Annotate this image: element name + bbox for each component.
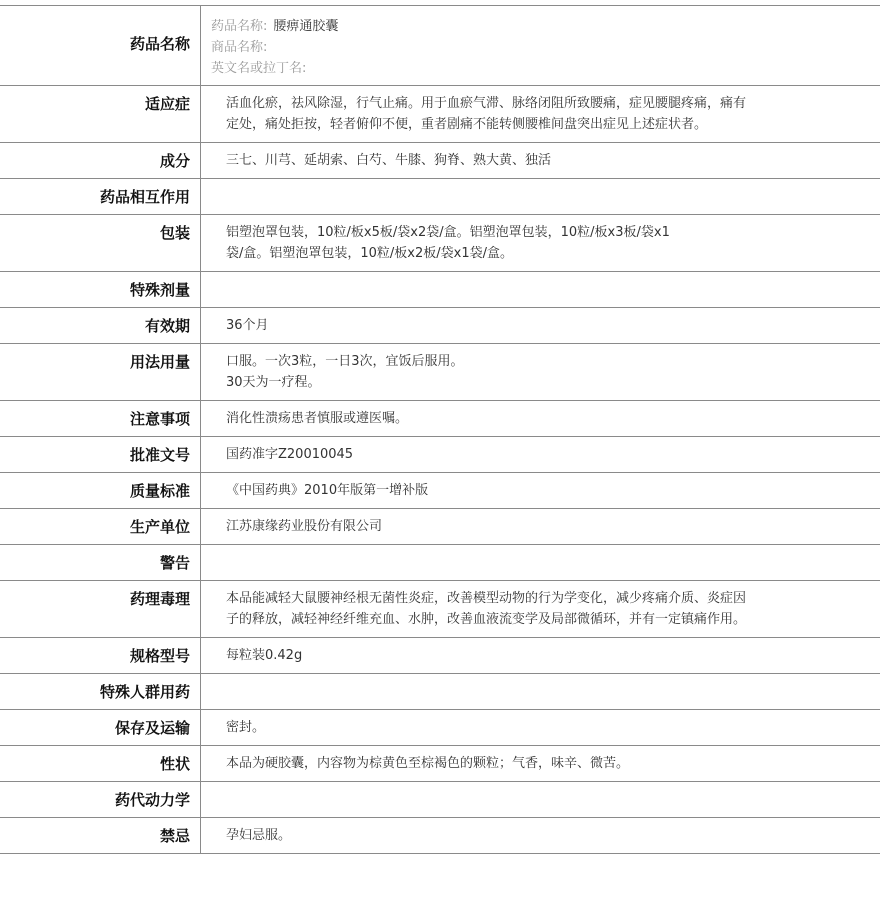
row-label: 规格型号 (0, 638, 201, 673)
row-value-line: 定处，痛处拒按，轻者俯仰不便，重者剧痛不能转侧腰椎间盘突出症见上述症状者。 (226, 117, 708, 132)
row-value (201, 437, 880, 472)
row-label: 保存及运输 (0, 710, 201, 745)
table-row (0, 271, 880, 307)
row-value-line (226, 279, 790, 300)
row-value-line: 国药准字Z20010045 (226, 447, 354, 462)
row-value-line (226, 186, 790, 207)
table-row (0, 400, 880, 436)
row-value (201, 746, 880, 781)
row-value (201, 344, 880, 400)
row-value (201, 782, 880, 817)
row-value-line (226, 681, 790, 702)
table-row (0, 436, 880, 472)
table-row (0, 343, 880, 400)
row-value-line: 本品为硬胶囊，内容物为棕黄色至棕褐色的颗粒；气香，味辛、微苦。 (226, 756, 630, 771)
row-value (201, 638, 880, 673)
table-row (0, 508, 880, 544)
row-label-drug-name: 药品名称 (0, 6, 201, 85)
row-value (201, 473, 880, 508)
row-label: 批准文号 (0, 437, 201, 472)
row-value-line: 本品能减轻大鼠腰神经根无菌性炎症，改善模型动物的行为学变化，减少疼痛介质、炎症因 (226, 591, 747, 606)
row-drug-name (0, 5, 880, 85)
table-row (0, 214, 880, 271)
table-row (0, 307, 880, 343)
row-label: 药理毒理 (0, 581, 201, 637)
table-row (0, 142, 880, 178)
row-value-line (226, 789, 790, 810)
table-row (0, 745, 880, 781)
row-value-line: 铝塑泡罩包装，10粒/板x5板/袋x2袋/盒。铝塑泡罩包装，10粒/板x3板/袋x1 (226, 225, 670, 240)
row-value (201, 86, 880, 142)
row-value (201, 674, 880, 709)
row-value-line: 每粒装0.42g (226, 648, 303, 663)
row-value-line (226, 552, 790, 573)
row-label: 性状 (0, 746, 201, 781)
row-value (201, 545, 880, 580)
row-label: 特殊剂量 (0, 272, 201, 307)
row-label: 有效期 (0, 308, 201, 343)
row-value (201, 710, 880, 745)
row-value (201, 215, 880, 271)
row-label: 质量标准 (0, 473, 201, 508)
row-value (201, 509, 880, 544)
generic-name-value: 腰痹通胶囊 (273, 19, 339, 34)
table-row (0, 637, 880, 673)
table-row (0, 178, 880, 214)
table-row (0, 709, 880, 745)
row-label: 适应症 (0, 86, 201, 142)
row-value-line: 消化性溃疡患者慎服或遵医嘱。 (226, 411, 409, 426)
info-rows (0, 85, 880, 854)
row-label: 禁忌 (0, 818, 201, 853)
row-value-line: 江苏康缘药业股份有限公司 (226, 519, 383, 534)
english-name-key: 英文名或拉丁名: (211, 61, 307, 76)
generic-name-line (211, 16, 870, 37)
row-label: 药代动力学 (0, 782, 201, 817)
row-label: 特殊人群用药 (0, 674, 201, 709)
row-value (201, 308, 880, 343)
table-row (0, 580, 880, 637)
row-value-line: 密封。 (226, 720, 266, 735)
row-value-line: 口服。一次3粒，一日3次，宜饭后服用。 (226, 354, 464, 369)
drug-name-values (201, 6, 880, 85)
row-value (201, 581, 880, 637)
english-name-line (211, 58, 870, 79)
row-value-line: 孕妇忌服。 (226, 828, 292, 843)
row-value-line: 36个月 (226, 318, 269, 333)
table-row (0, 472, 880, 508)
trade-name-key: 商品名称: (211, 40, 268, 55)
table-row (0, 673, 880, 709)
row-value (201, 143, 880, 178)
row-value-line: 《中国药典》2010年版第一增补版 (226, 483, 429, 498)
row-value (201, 818, 880, 853)
table-row (0, 817, 880, 854)
row-value (201, 272, 880, 307)
row-label: 警告 (0, 545, 201, 580)
generic-name-key: 药品名称: (211, 19, 268, 34)
row-label: 成分 (0, 143, 201, 178)
row-label: 用法用量 (0, 344, 201, 400)
row-value-line: 30天为一疗程。 (226, 375, 321, 390)
row-value (201, 401, 880, 436)
row-value-line: 活血化瘀，祛风除湿，行气止痛。用于血瘀气滞、脉络闭阻所致腰痛，症见腰腿疼痛，痛有 (226, 96, 747, 111)
row-label: 包装 (0, 215, 201, 271)
table-row (0, 544, 880, 580)
table-row (0, 85, 880, 142)
row-value-line: 袋/盒。铝塑泡罩包装，10粒/板x2板/袋x1袋/盒。 (226, 246, 513, 261)
row-label: 药品相互作用 (0, 179, 201, 214)
row-label: 注意事项 (0, 401, 201, 436)
row-value (201, 179, 880, 214)
row-value-line: 子的释放，减轻神经纤维充血、水肿，改善血液流变学及局部微循环，并有一定镇痛作用。 (226, 612, 747, 627)
row-label: 生产单位 (0, 509, 201, 544)
drug-info-table (0, 5, 880, 854)
row-value-line: 三七、川芎、延胡索、白芍、牛膝、狗脊、熟大黄、独活 (226, 153, 552, 168)
table-row (0, 781, 880, 817)
trade-name-line (211, 37, 870, 58)
